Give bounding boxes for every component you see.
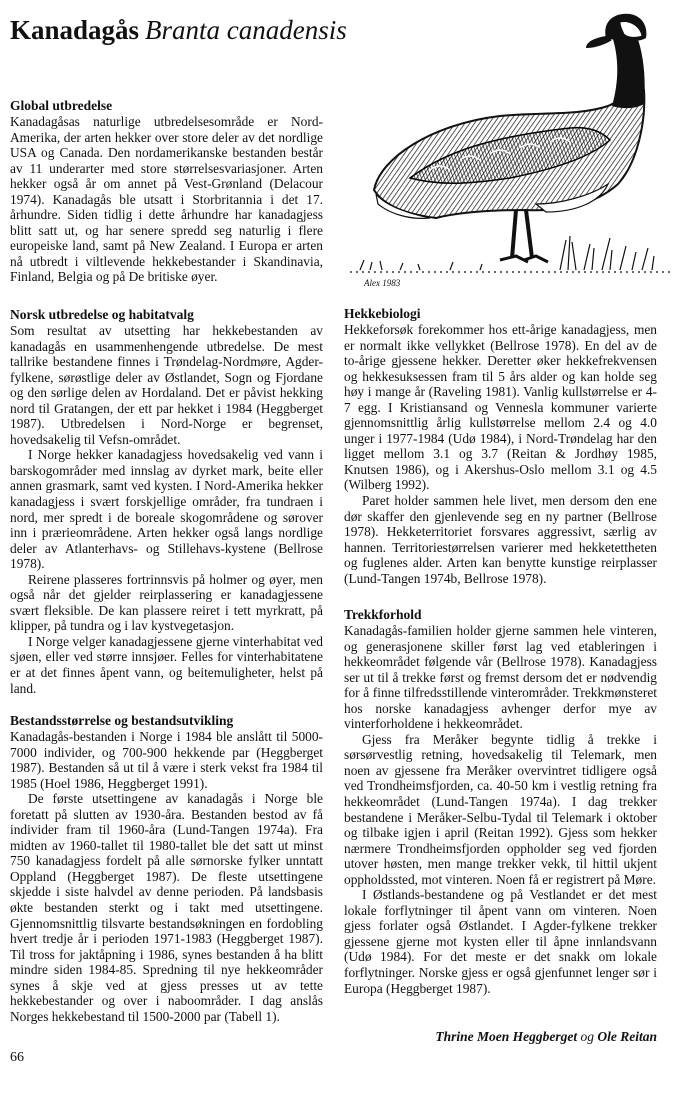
section-bestand [10,713,323,1024]
section-title: Hekkebiologi [344,306,421,321]
paragraph: I Østlands-bestandene og på Vestlandet er det mest lokale forflytninger til åpent vann om vinteren. Noen gjess forlater også Østlandet. I Agder-fylkene trekker gjessene gjerne mot kysten eller til åpne innlandsvann (Udø 1984). For det meste er det snakk om lokale forflytninger. Norske gjess er også gjenfunnet lenger sør i Europa (Heggberget 1987). [344,887,657,996]
goose-bill [586,36,612,48]
paragraph: I Norge hekker kanadagjess hovedsakelig ved vann i barskogområder med innslag av dyrket mark, beite eller annen grasmark, samt ved kysten. I Nord-Amerika hekker kanadagjess i svært forskjellige områder, fra tundraen i nord, mer spredt i de boreale skogområdene og sørover inn i prærieområdene. Arten hekker også langs nordlige deler av Atlanterhavs- og Stillehavs-kystene (Bellrose 1978). [10,447,323,572]
section-title: Norsk utbredelse og habitatvalg [10,307,194,322]
goose-leg-left [512,210,532,258]
author-2: Ole Reitan [597,1029,657,1044]
section-trekkforhold [344,607,657,996]
paragraph: Som resultat av utsetting har hekkebestanden av kanadagås en usammenhengende utbredelse. De mest tallrike bestandene finnes i Trøndelag-Nordmøre, Agder-fylkene, sørøstlige deler av Østlandet, Sogn og Fjordane og den sørlige delen av Hordaland. Det er påvist hekking nord til Gratangen, der ett par hekket i 1984 (Heggberget 1987). Utbredelsen i Nord-Norge er begrenset, hovedsakelig til Vefsn-området. [10,323,323,447]
section-title: Bestandsstørrelse og bestandsutvikling [10,713,234,728]
author-1: Thrine Moen Heggberget [435,1029,578,1044]
grass [350,236,670,272]
canada-goose-illustration [340,8,680,290]
goose-neck [612,34,645,108]
paragraph: I Norge velger kanadagjessene gjerne vinterhabitat ved sjøen, eller ved større innsjøer. Felles for vinterhabitatene er at det finnes åpent vann, og beitemuligheter, helst på land. [10,633,323,696]
section-global [10,98,323,285]
paragraph: Kanadagås-bestanden i Norge i 1984 ble anslått til 5000-7000 individer, og 700-900 hekkende par (Heggberget 1987). Bestanden så ut til å være i sterk vekst fra 1984 til 1985 (Hoel 1986, Heggberget 1991). [10,729,323,791]
paragraph: Reirene plasseres fortrinnsvis på holmer og øyer, men også når det gjelder reirplassering er kanadagjessene svært fleksible. De kan plassere reiret i tett myrkratt, på klipper, på tundra og i lav kystvegetasjon. [10,571,323,634]
paragraph: Kanadagås-familien holder gjerne sammen hele vinteren, og generasjonene skiller først lag ved etableringen i hekkeområdet følgende vår (Bellrose 1978). Kanadagjess ser ut til å trekke først og fremst dersom det er nødvendig for å finne tilfredsstillende vinterområder. Trekkmønsteret hos norske kanadagjess avhenger derfor mye av vinterforholdene i hekkeområdet. [344,623,657,732]
author-conjunction: og [580,1029,594,1044]
page-number: 66 [10,1050,24,1065]
artist-signature: Alex 1983 [364,278,401,288]
paragraph: De første utsettingene av kanadagås i Norge ble foretatt på slutten av 1930-åra. Bestanden bestod av få individer fram til 1960-åra (Lund-Tangen 1974a). Fra midten av 1960-tallet til 1980-tallet ble det satt ut minst 750 kanadagjess fordelt på alle sørnorske fylker unntatt Oppland (Heggberget 1987). De fleste utsettingene skjedde i siste halvdel av denne perioden. På landsbasis økte bestanden sterkt og i takt med utsettingene. Gjennomsnittlig tilsvarte bestandsøkningen en fordobling hvert tredje år i perioden 1971-1983 (Heggberget 1987). Til tross for jaktåpning i 1986, synes bestanden å ha blitt mindre siden 1984-85. Spredning til nye hekkeområder synes å skje ved at gjess presses ut av tette hekkebestander og over i naboområder. I dag anslås Norges hekkebestand til 1500-2000 par (Tabell 1). [10,791,323,1024]
section-hekkebiologi [344,306,657,586]
paragraph: Paret holder sammen hele livet, men dersom den ene dør skaffer den gjenlevende seg en ny partner (Bellrose 1978). Hekketerritoriet forsvares aggressivt, særlig av hannen. Territoriestørrelsen varierer med hekketettheten og fuglenes alder. Arten kan benytte kunstige reirplasser (Lund-Tangen 1974b, Bellrose 1978). [344,493,657,586]
page-title [10,14,347,46]
species-name: Kanadagås [10,15,140,45]
goose-foot [500,256,548,262]
section-norsk [10,307,323,696]
author-signature [344,1029,657,1045]
section-title: Global utbredelse [10,98,113,113]
paragraph: Hekkeforsøk forekommer hos ett-årige kanadagjess, men er normalt ikke vellykket (Bellrose 1978). En del av de to-årige gjessene hekker. Deretter øker hekkefrekvensen og hekkesuksessen fram til 5 års alder og kan holde seg høy i mange år (Raveling 1981). Vanlig kullstørrelse er 4-7 egg. I Kristiansand og Vennesla kommuner varierte gjennomsnittlig årlig kullstørrelse mellom 2.4 og 4.0 unger i 1977-1984 (Udø 1984), i Nord-Trøndelag har den ligget mellom 3.1 og 3.7 (Reitan & Jordhøy 1985, Knutsen 1986), og i Akershus-Oslo mellom 3.1 og 4.5 (Wilberg 1992). [344,322,657,493]
scientific-name: Branta canadensis [145,15,347,45]
paragraph: Kanadagåsas naturlige utbredelsesområde er Nord-Amerika, der arten hekker over store deler av det nordlige USA og Canada. Den nordamerikanske bestanden består av 11 underarter med store størrelsesvariasjoner. Arten hekker også år om annet på Vest-Grønland (Delacour 1974). Kanadagås ble utsatt i Storbritannia i det 17. århundre. Siden tidlig i dette århundre har kanadagjess blitt satt ut, og har senere spredd seg naturlig i flere europeiske land, samt på New Zealand. I Europa er arten nå utbredt i viltlevende hekkebestander i Skandinavia, Finland, Belgia og på De britiske øyer. [10,114,323,285]
paragraph: Gjess fra Meråker begynte tidlig å trekke i sørsørvestlig retning, hovedsakelig til Telemark, men noen av gjessene fra Meråker overvintret tidligere også ved Trondheimsfjorden, ca. 40-50 km i vestlig retning fra hekkeområdet (Lund-Tangen 1974a). I dag trekker bestandene i Meråker-Selbu-Tydal til Telemark i oktober og tilbake igjen i april (Reitan 1992). Gjess som hekker nærmere Trondheimsfjorden oppholder seg ved fjorden utover høsten, men mange trekker vekk, til hittil ukjent oppholdssted, mot vinteren. Noen få er registrert på Møre. [344,731,657,887]
section-title: Trekkforhold [344,607,422,622]
